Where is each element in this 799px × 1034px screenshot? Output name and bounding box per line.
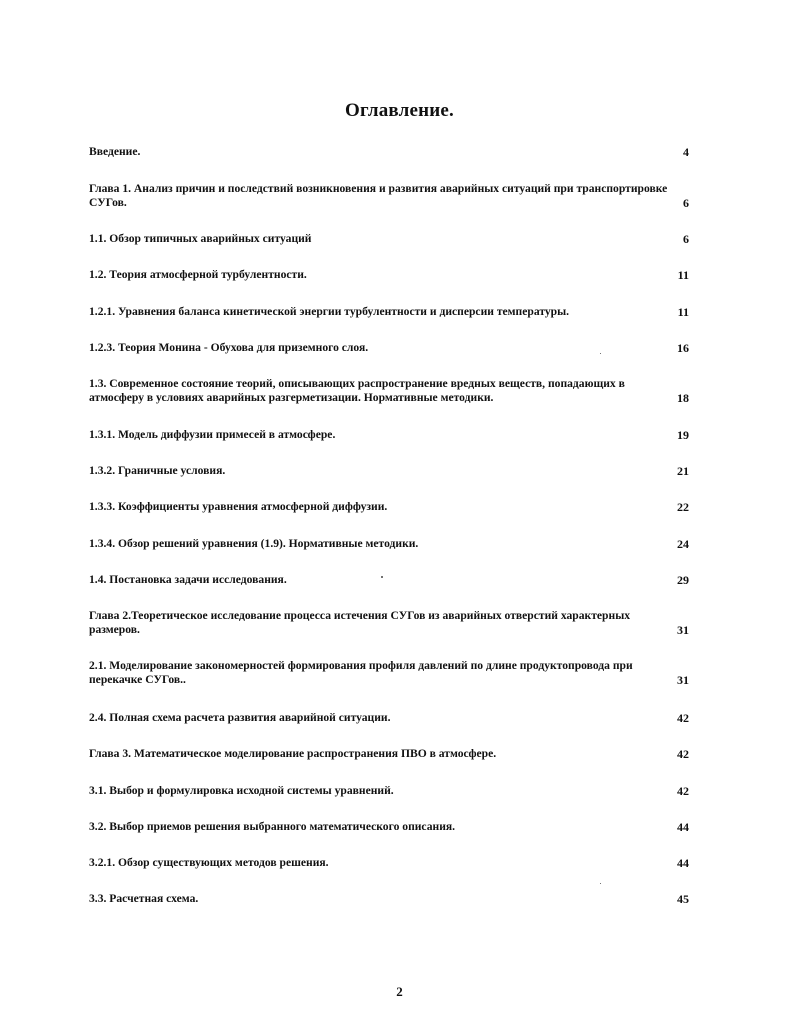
toc-entry-text: 1.1. Обзор типичных аварийных ситуаций <box>89 232 312 245</box>
toc-entry-page: 22 <box>677 500 689 514</box>
toc-entry-page: 44 <box>677 820 689 834</box>
toc-entry-page: 29 <box>677 573 689 587</box>
toc-entry <box>89 784 689 798</box>
toc-entry-text: 1.3.4. Обзор решений уравнения (1.9). Нормативные методики. <box>89 537 419 550</box>
toc-entry <box>89 856 689 870</box>
toc-entry <box>89 305 689 319</box>
toc-entry-text: 3.2. Выбор приемов решения выбранного математического описания. <box>89 820 456 833</box>
toc-entry-text: 3.3. Расчетная схема. <box>89 892 199 905</box>
toc-entry-text: 1.2. Теория атмосферной турбулентности. <box>89 268 307 281</box>
toc-entry <box>89 377 689 405</box>
toc-entry <box>89 428 689 442</box>
toc-entry-text: Глава 3. Математическое моделирование распространения ПВО в атмосфере. <box>89 747 497 760</box>
toc-entry-text: 1.3.3. Коэффициенты уравнения атмосферной диффузии. <box>89 500 388 513</box>
toc-entry-text: 3.2.1. Обзор существующих методов решения. <box>89 856 329 869</box>
toc-entry-text: 1.3. Современное состояние теорий, описывающих распространение вредных веществ, попадающих в атмосферу в условиях аварийных разгерметизации. Нормативные методики. <box>89 377 625 404</box>
toc-entry-page: 18 <box>677 391 689 405</box>
toc-entry-text: Введение. <box>89 145 141 158</box>
toc-entry <box>89 145 689 159</box>
toc-entry <box>89 747 689 761</box>
toc-entry-text: 2.1. Моделирование закономерностей формирования профиля давлений по длине продуктопровода при перекачке СУГов.. <box>89 659 633 686</box>
toc-entry <box>89 268 689 282</box>
toc-entry-text: 1.2.3. Теория Монина - Обухова для приземного слоя. <box>89 341 369 354</box>
page-title: Оглавление. <box>345 100 454 121</box>
toc-entry-page: 44 <box>677 856 689 870</box>
toc-entry-page: 42 <box>677 747 689 761</box>
toc-entry <box>89 182 689 210</box>
toc-entry-text: 3.1. Выбор и формулировка исходной системы уравнений. <box>89 784 394 797</box>
toc-entry-page: 6 <box>683 232 689 246</box>
table-of-contents <box>89 0 689 1034</box>
page-number: 2 <box>396 984 403 999</box>
toc-entry <box>89 573 689 587</box>
toc-entry <box>89 500 689 514</box>
toc-entry <box>89 464 689 478</box>
toc-entry-page: 21 <box>677 464 689 478</box>
toc-entry <box>89 609 689 637</box>
toc-entry-page: 42 <box>677 711 689 725</box>
scan-speck <box>600 353 601 354</box>
toc-entry <box>89 537 689 551</box>
toc-entry-text: 1.2.1. Уравнения баланса кинетической энергии турбулентности и дисперсии температуры. <box>89 305 570 318</box>
toc-entry-page: 11 <box>677 305 689 319</box>
toc-entry-text: 1.3.1. Модель диффузии примесей в атмосфере. <box>89 428 336 441</box>
scan-speck <box>600 883 601 884</box>
toc-entry <box>89 659 689 687</box>
toc-entry <box>89 820 689 834</box>
toc-entry-page: 45 <box>677 892 689 906</box>
toc-entry-text: 2.4. Полная схема расчета развития аварийной ситуации. <box>89 711 391 724</box>
toc-entry <box>89 711 689 725</box>
toc-entry-page: 4 <box>683 145 689 159</box>
toc-entry <box>89 232 689 246</box>
toc-entry-page: 19 <box>677 428 689 442</box>
toc-entry-page: 31 <box>677 623 689 637</box>
toc-entry-page: 6 <box>683 196 689 210</box>
toc-entry-page: 11 <box>677 268 689 282</box>
toc-entry-text: 1.3.2. Граничные условия. <box>89 464 226 477</box>
toc-entry <box>89 892 689 906</box>
toc-entry-page: 24 <box>677 537 689 551</box>
toc-entry-page: 16 <box>677 341 689 355</box>
toc-entry-page: 42 <box>677 784 689 798</box>
toc-entry <box>89 341 689 355</box>
toc-entry-text: Глава 1. Анализ причин и последствий возникновения и развития аварийных ситуаций при транспортировке СУГов. <box>89 182 668 209</box>
toc-entry-text: 1.4. Постановка задачи исследования. <box>89 573 287 586</box>
toc-entry-text: Глава 2.Теоретическое исследование процесса истечения СУГов из аварийных отверстий характерных размеров. <box>89 609 631 636</box>
scan-speck <box>381 576 383 578</box>
toc-entry-page: 31 <box>677 673 689 687</box>
